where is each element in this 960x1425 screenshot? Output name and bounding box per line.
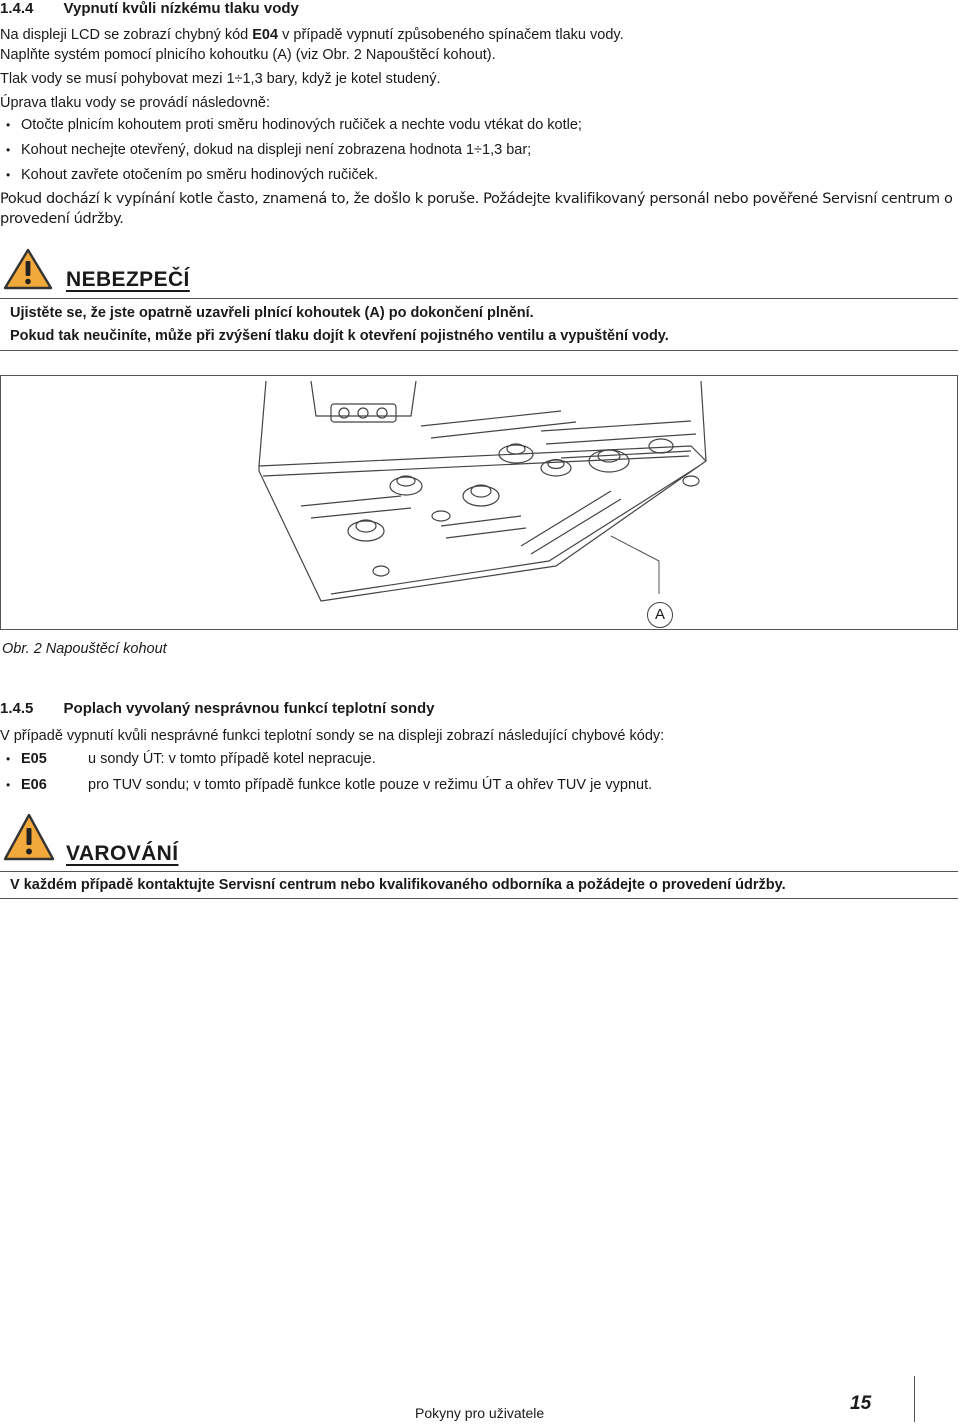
boiler-illustration bbox=[1, 376, 958, 630]
divider bbox=[0, 871, 958, 872]
pressure-range: Tlak vody se musí pohybovat mezi 1÷1,3 bary, když je kotel studený. bbox=[0, 71, 441, 87]
text: Na displeji LCD se zobrazí chybný kód bbox=[0, 27, 253, 43]
fill-instruction: Naplňte systém pomocí plnicího kohoutku (A) (viz Obr. 2 Napouštěcí kohout). bbox=[0, 47, 496, 63]
sensor-intro: V případě vypnutí kvůli nesprávné funkci teplotní sondy se na displeji zobrazí následující chybové kódy: bbox=[0, 728, 665, 744]
section-144-heading bbox=[0, 0, 299, 17]
footer-divider bbox=[914, 1376, 915, 1422]
list-item bbox=[0, 116, 958, 141]
boiler-bottom-figure bbox=[0, 375, 958, 630]
error-code: E05 bbox=[21, 751, 47, 767]
footer-text: Pokyny pro uživatele bbox=[415, 1405, 545, 1421]
error-code: E06 bbox=[21, 777, 47, 793]
text: v případě vypnutí způsobeného spínačem tlaku vody. bbox=[278, 27, 624, 43]
section-number: 1.4.4 bbox=[0, 0, 34, 17]
procedure-intro: Úprava tlaku vody se provádí následovně: bbox=[0, 95, 271, 111]
bullet: • bbox=[6, 168, 11, 182]
list-item-text: Kohout nechejte otevřený, dokud na displeji není zobrazena hodnota 1÷1,3 bar; bbox=[21, 142, 532, 158]
bullet: • bbox=[6, 752, 11, 766]
warning-triangle-icon bbox=[2, 247, 54, 291]
divider bbox=[0, 898, 958, 899]
bullet: • bbox=[6, 143, 11, 157]
warning-line-1: V každém případě kontaktujte Servisní centrum nebo kvalifikovaného odborníka a požádejte o provedení údržby. bbox=[10, 877, 786, 893]
bullet: • bbox=[6, 778, 11, 792]
procedure-list bbox=[0, 116, 958, 191]
page-number: 15 bbox=[850, 1393, 872, 1414]
error-code-line bbox=[0, 26, 624, 45]
bullet: • bbox=[6, 118, 11, 132]
danger-line-1: Ujistěte se, že jste opatrně uzavřeli plnící kohoutek (A) po dokončení plnění. bbox=[10, 305, 534, 321]
danger-line-2: Pokud tak neučiníte, může při zvýšení tlaku dojít k otevření pojistného ventilu a vypuštění vody. bbox=[10, 328, 669, 344]
list-item-text: Otočte plnicím kohoutem proti směru hodinových ručiček a nechte vodu vtékat do kotle; bbox=[21, 117, 582, 133]
danger-title: NEBEZPEČÍ bbox=[66, 268, 190, 291]
list-item-text: Kohout zavřete otočením po směru hodinových ručiček. bbox=[21, 167, 379, 183]
list-item bbox=[0, 166, 958, 191]
list-item bbox=[0, 141, 958, 166]
error-code-e04: E04 bbox=[252, 27, 279, 43]
fault-paragraph-line2: provedení údržby. bbox=[0, 211, 124, 227]
divider bbox=[0, 298, 958, 299]
warning-title: VAROVÁNÍ bbox=[66, 842, 179, 865]
section-title: Poplach vyvolaný nesprávnou funkcí teplotní sondy bbox=[63, 700, 435, 717]
error-code-list bbox=[0, 750, 958, 802]
section-title: Vypnutí kvůli nízkému tlaku vody bbox=[63, 0, 299, 17]
section-145-heading bbox=[0, 700, 434, 717]
list-item bbox=[0, 750, 958, 776]
list-item bbox=[0, 776, 958, 802]
error-description: u sondy ÚT: v tomto případě kotel nepracuje. bbox=[88, 751, 376, 767]
section-number: 1.4.5 bbox=[0, 700, 34, 717]
fault-paragraph-line1: Pokud dochází k vypínání kotle často, znamená to, že došlo k poruše. Požádejte kvalifikovaný personál nebo pověřené Servisní centrum o bbox=[0, 191, 953, 207]
divider bbox=[0, 350, 958, 351]
error-description: pro TUV sondu; v tomto případě funkce kotle pouze v režimu ÚT a ohřev TUV je vypnut. bbox=[88, 777, 653, 793]
figure-caption: Obr. 2 Napouštěcí kohout bbox=[2, 641, 167, 657]
callout-a: A bbox=[647, 602, 673, 628]
warning-triangle-icon bbox=[2, 812, 56, 862]
